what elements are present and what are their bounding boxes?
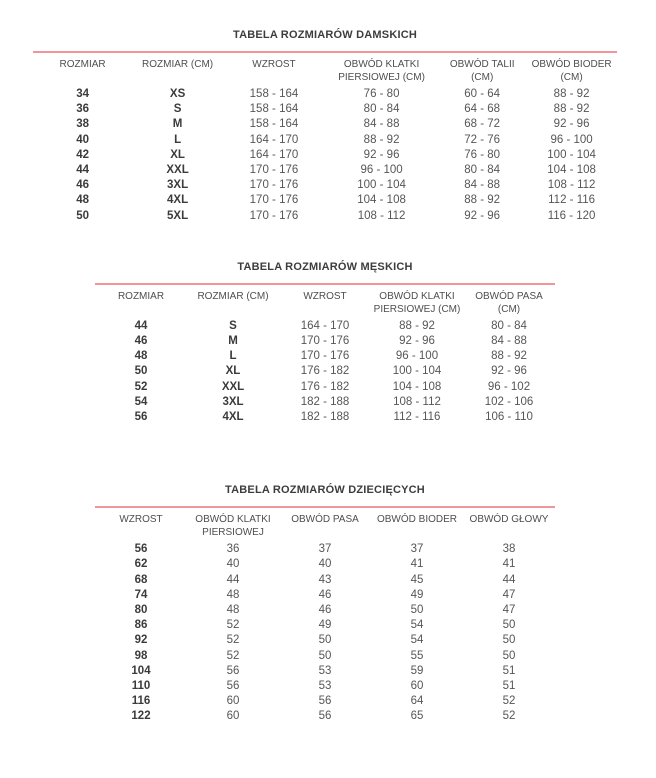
table-cell: 88 - 92 (464, 194, 501, 207)
table-cell: 52 (134, 380, 148, 393)
table-cell: 59 (410, 664, 424, 677)
table-cell: 68 - 72 (464, 118, 501, 131)
table-cell: 56 (226, 680, 240, 693)
table-row (95, 588, 555, 603)
table-row (95, 557, 555, 572)
table-cell: 52 (502, 695, 516, 708)
table-cell: 64 - 68 (464, 103, 501, 116)
size-charts-page (0, 28, 656, 725)
column-header: ROZMIAR (CM) (197, 290, 269, 302)
table-cell: 48 (226, 604, 240, 617)
table-row (95, 603, 555, 618)
table-cell: 96 - 100 (550, 133, 593, 146)
table-row (33, 102, 617, 117)
table-cell: 50 (410, 604, 424, 617)
table-row (33, 148, 617, 163)
table-cell: 158 - 164 (249, 88, 299, 100)
table-cell: 37 (410, 543, 424, 556)
table-cell: 108 - 112 (357, 209, 406, 222)
table-cell: 5XL (167, 209, 189, 222)
table-cell: 80 (134, 604, 148, 617)
table-cell: 50 (502, 649, 516, 662)
table-cell: 108 - 112 (547, 179, 596, 192)
table-cell: 44 (134, 319, 148, 332)
children-size-chart-section (95, 483, 555, 724)
table-row (95, 649, 555, 664)
column-header: ROZMIAR (59, 59, 106, 70)
table-cell: 40 (76, 133, 89, 146)
table-cell: 164 - 170 (249, 148, 299, 161)
table-cell: 96 - 100 (395, 350, 439, 363)
table-row (95, 618, 555, 633)
table-cell: 92 - 96 (464, 209, 501, 222)
table-cell: 54 (410, 634, 424, 647)
title-underline (95, 283, 555, 285)
table-row (95, 709, 555, 724)
table-cell: 164 - 170 (249, 133, 299, 146)
table-cell: 54 (134, 395, 148, 408)
table-row (95, 364, 555, 379)
table-cell: 56 (318, 695, 332, 708)
table-cell: 164 - 170 (300, 319, 350, 332)
men-size-chart-title: TABELA ROZMIARÓW MĘSKICH (237, 260, 413, 273)
table-row (33, 209, 617, 224)
table-cell: 62 (134, 558, 148, 571)
table-cell: 47 (502, 604, 516, 617)
table-cell: 92 (134, 634, 148, 647)
table-cell: 50 (318, 649, 332, 662)
table-cell: 92 - 96 (553, 118, 590, 131)
table-cell: 48 (76, 194, 89, 207)
table-cell: 96 - 102 (487, 380, 531, 393)
table-cell: 56 (226, 664, 240, 677)
header-row (33, 56, 617, 87)
table-cell: 4XL (167, 194, 189, 207)
table-cell: 41 (410, 558, 424, 571)
column-header: OBWÓD TALII (CM) (449, 59, 515, 83)
table-cell: 50 (134, 365, 148, 378)
table-cell: 76 - 80 (464, 148, 501, 161)
table-cell: 88 - 92 (553, 88, 590, 100)
table-cell: 64 (410, 695, 424, 708)
table-cell: 52 (502, 710, 516, 723)
column-header: OBWÓD KLATKI PIERSIOWEJ (CM) (373, 290, 461, 315)
table-cell: 4XL (222, 411, 244, 424)
table-cell: 170 - 176 (249, 194, 299, 207)
table-cell: 104 (131, 664, 151, 677)
table-cell: 34 (76, 88, 89, 100)
table-cell: 170 - 176 (249, 209, 299, 222)
table-cell: 74 (134, 588, 148, 601)
table-row (95, 319, 555, 334)
table-cell: XS (169, 88, 186, 100)
table-row (33, 117, 617, 132)
table-cell: 112 - 116 (548, 194, 596, 207)
table-cell: 46 (318, 588, 332, 601)
table-cell: 51 (502, 664, 516, 677)
women-size-chart-section (33, 28, 617, 224)
table-cell: 112 - 116 (393, 411, 441, 424)
column-header: OBWÓD BIODER (CM) (531, 59, 612, 83)
table-cell: 80 - 84 (363, 103, 400, 116)
table-cell: 53 (318, 680, 332, 693)
table-cell: 176 - 182 (300, 380, 350, 393)
table-cell: 110 (131, 680, 151, 693)
table-cell: L (229, 350, 237, 363)
table-row (95, 633, 555, 648)
table-cell: 80 - 84 (464, 164, 501, 177)
table-row (95, 349, 555, 364)
table-row (33, 178, 617, 193)
table-cell: 88 - 92 (491, 350, 527, 363)
table-cell: 45 (410, 573, 424, 586)
table-cell: 36 (76, 103, 89, 116)
table-cell: 182 - 188 (300, 395, 350, 408)
table-cell: 48 (226, 588, 240, 601)
table-cell: 53 (318, 664, 332, 677)
table-row (95, 679, 555, 694)
table-cell: 176 - 182 (300, 365, 350, 378)
table-cell: 170 - 176 (249, 179, 299, 192)
women-size-chart-title: TABELA ROZMIARÓW DAMSKICH (232, 29, 418, 41)
table-cell: 88 - 92 (553, 103, 590, 116)
table-cell: 37 (318, 543, 332, 556)
column-header: ROZMIAR (CM) (142, 59, 214, 70)
children-size-chart-title: TABELA ROZMIARÓW DZIECIĘCYCH (225, 484, 425, 497)
table-cell: 108 - 112 (393, 395, 441, 408)
table-cell: 92 - 96 (491, 365, 527, 378)
table-cell: 3XL (222, 395, 244, 408)
table-cell: 106 - 110 (485, 411, 533, 424)
table-cell: 52 (226, 619, 240, 632)
table-cell: 72 - 76 (464, 133, 501, 146)
table-row (95, 664, 555, 679)
table-cell: 104 - 108 (547, 164, 596, 177)
table-cell: L (174, 133, 182, 146)
men-size-table (95, 288, 555, 425)
table-cell: 102 - 106 (484, 395, 534, 408)
table-cell: 84 - 88 (363, 118, 400, 131)
table-cell: 50 (502, 634, 516, 647)
table-cell: XL (170, 148, 185, 161)
children-size-table (95, 511, 555, 724)
table-row (95, 380, 555, 395)
table-cell: XL (225, 365, 241, 378)
table-cell: 88 - 92 (363, 133, 400, 146)
table-cell: 44 (76, 164, 89, 177)
table-cell: 49 (318, 619, 332, 632)
table-row (95, 694, 555, 709)
table-cell: M (172, 118, 183, 131)
table-cell: 60 (226, 695, 240, 708)
table-cell: 104 - 108 (357, 194, 406, 207)
table-cell: 170 - 176 (300, 350, 350, 363)
table-cell: 65 (410, 710, 424, 723)
table-row (95, 542, 555, 557)
table-cell: 56 (134, 411, 148, 424)
table-row (95, 395, 555, 410)
table-row (33, 133, 617, 148)
table-cell: 170 - 176 (300, 335, 350, 348)
table-cell: S (173, 103, 182, 116)
table-cell: 100 - 104 (392, 365, 442, 378)
table-cell: 80 - 84 (491, 319, 527, 332)
table-cell: 60 (410, 680, 424, 693)
table-cell: 100 - 104 (357, 179, 406, 192)
table-cell: 50 (502, 619, 516, 632)
table-cell: 116 (131, 695, 151, 708)
table-cell: 92 - 96 (363, 148, 400, 161)
table-cell: 46 (76, 179, 89, 192)
table-cell: 60 (226, 710, 240, 723)
header-row (95, 511, 555, 542)
table-cell: 116 - 120 (547, 209, 596, 222)
table-cell: 43 (318, 573, 332, 586)
table-row (95, 573, 555, 588)
table-cell: 51 (502, 680, 516, 693)
table-cell: 50 (76, 209, 89, 222)
table-cell: 44 (502, 573, 516, 586)
table-cell: 56 (134, 543, 148, 556)
column-header: OBWÓD BIODER (376, 514, 457, 526)
table-cell: 86 (134, 619, 148, 632)
table-cell: 76 - 80 (363, 88, 400, 100)
table-cell: 96 - 100 (360, 164, 403, 177)
men-size-chart-section (95, 260, 555, 425)
table-cell: 84 - 88 (491, 335, 527, 348)
table-cell: 100 - 104 (547, 148, 596, 161)
column-header: WZROST (303, 290, 347, 302)
table-cell: 47 (502, 588, 516, 601)
table-cell: 84 - 88 (464, 179, 501, 192)
table-cell: S (229, 319, 237, 332)
table-cell: XXL (221, 380, 245, 393)
column-header: OBWÓD KLATKI PIERSIOWEJ (195, 514, 271, 539)
table-row (33, 163, 617, 178)
table-cell: 48 (134, 350, 148, 363)
title-underline (95, 506, 555, 508)
table-cell: 68 (134, 573, 148, 586)
table-cell: 49 (410, 588, 424, 601)
table-cell: 38 (502, 543, 516, 556)
table-cell: 46 (134, 335, 148, 348)
table-cell: 41 (502, 558, 516, 571)
column-header: WZROST (119, 514, 163, 526)
table-cell: 170 - 176 (249, 164, 299, 177)
table-cell: 52 (226, 649, 240, 662)
table-row (33, 193, 617, 208)
table-cell: 56 (318, 710, 332, 723)
column-header: OBWÓD PASA (291, 514, 359, 526)
table-cell: 3XL (167, 179, 189, 192)
table-cell: 40 (318, 558, 332, 571)
table-cell: 42 (76, 148, 89, 161)
table-cell: 40 (226, 558, 240, 571)
header-row (95, 288, 555, 319)
column-header: OBWÓD KLATKI PIERSIOWEJ (CM) (338, 59, 425, 83)
table-cell: 52 (226, 634, 240, 647)
table-cell: 46 (318, 604, 332, 617)
table-cell: 104 - 108 (392, 380, 442, 393)
table-cell: 92 - 96 (399, 335, 435, 348)
table-cell: M (228, 335, 238, 348)
column-header: WZROST (252, 59, 296, 70)
table-row (33, 87, 617, 102)
table-cell: 38 (76, 118, 89, 131)
table-cell: 36 (226, 543, 240, 556)
women-size-table (33, 56, 617, 224)
column-header: OBWÓD GŁOWY (469, 514, 549, 526)
column-header: OBWÓD PASA (CM) (475, 290, 543, 315)
table-cell: 54 (410, 619, 424, 632)
table-cell: 60 - 64 (464, 88, 501, 100)
table-cell: 182 - 188 (300, 411, 350, 424)
table-cell: 158 - 164 (249, 118, 299, 131)
table-cell: XXL (166, 164, 189, 177)
table-cell: 50 (318, 634, 332, 647)
table-cell: 44 (226, 573, 240, 586)
table-cell: 122 (131, 710, 151, 723)
table-row (95, 410, 555, 425)
table-cell: 158 - 164 (249, 103, 299, 116)
table-cell: 55 (410, 649, 424, 662)
table-row (95, 334, 555, 349)
table-cell: 98 (134, 649, 148, 662)
title-underline (33, 51, 617, 53)
column-header: ROZMIAR (117, 290, 165, 302)
table-cell: 88 - 92 (399, 319, 435, 332)
